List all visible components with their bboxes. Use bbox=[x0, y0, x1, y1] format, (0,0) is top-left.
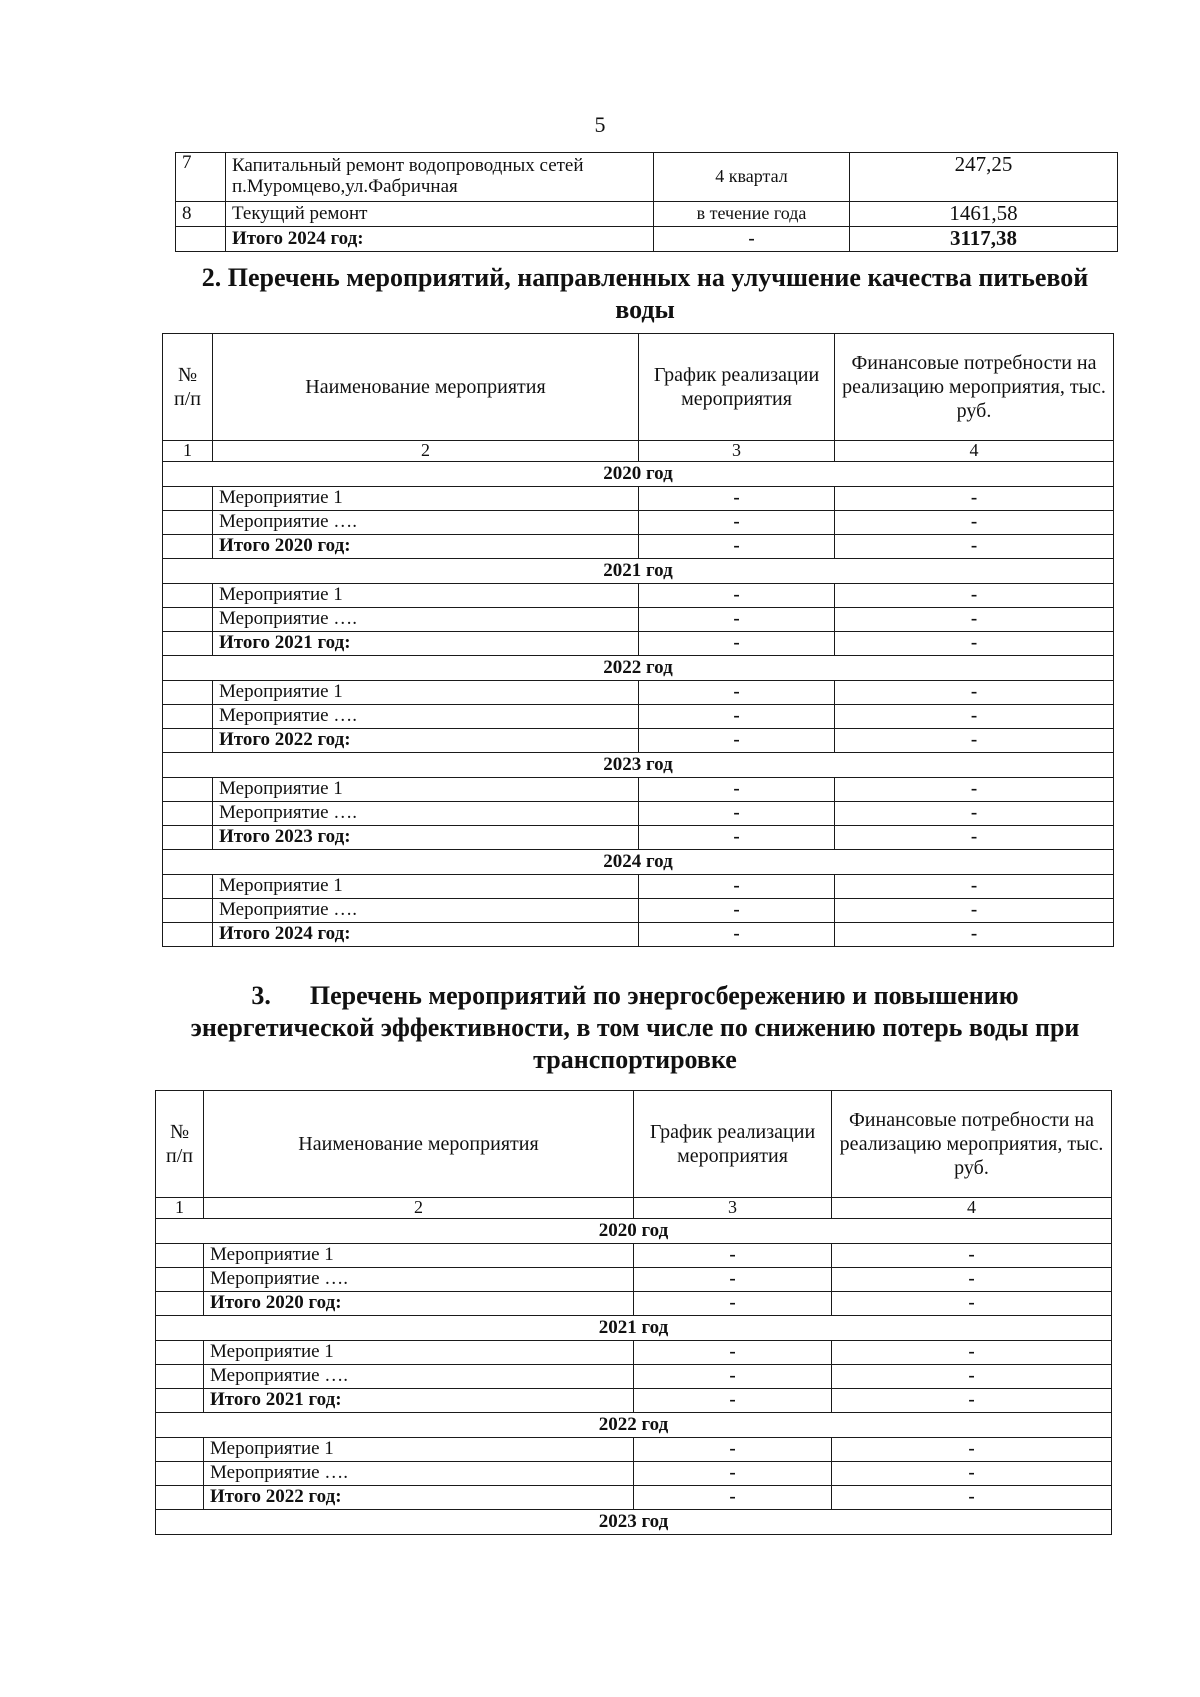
header-name: Наименование мероприятия bbox=[213, 334, 639, 441]
measure-name: Мероприятие 1 bbox=[213, 875, 639, 899]
measure-schedule: - bbox=[639, 899, 835, 923]
total-schedule: - bbox=[639, 923, 835, 947]
column-number: 2 bbox=[213, 441, 639, 462]
measure-row bbox=[156, 1244, 1112, 1268]
total-finance: - bbox=[835, 826, 1114, 850]
measure-name: Мероприятие …. bbox=[213, 705, 639, 729]
header-num: № п/п bbox=[163, 334, 213, 441]
total-row bbox=[163, 729, 1114, 753]
measure-name: Мероприятие 1 bbox=[204, 1438, 634, 1462]
header-schedule: График реализации мероприятия bbox=[634, 1091, 832, 1198]
total-schedule: - bbox=[634, 1486, 832, 1510]
section-3-number: 3. bbox=[251, 981, 271, 1010]
row-number bbox=[163, 487, 213, 511]
measure-name: Текущий ремонт bbox=[226, 202, 654, 227]
year-label: 2021 год bbox=[156, 1316, 1112, 1341]
measure-schedule: 4 квартал bbox=[654, 153, 850, 202]
column-number: 1 bbox=[156, 1198, 204, 1219]
measure-schedule: - bbox=[634, 1341, 832, 1365]
section-3-title-line-1 bbox=[160, 980, 1110, 1012]
section-3-table bbox=[155, 1090, 1112, 1535]
column-number: 3 bbox=[639, 441, 835, 462]
header-finance: Финансовые потребности на реализацию мероприятия, тыс. руб. bbox=[832, 1091, 1112, 1198]
measure-schedule: - bbox=[639, 511, 835, 535]
measure-schedule: - bbox=[634, 1438, 832, 1462]
row-number bbox=[163, 535, 213, 559]
total-schedule: - bbox=[654, 227, 850, 252]
section-3-title-text: Перечень мероприятий по энергосбережению и повышению bbox=[309, 981, 1019, 1010]
header-finance: Финансовые потребности на реализацию мероприятия, тыс. руб. bbox=[835, 334, 1114, 441]
top-continuation-table bbox=[175, 152, 1118, 252]
measure-schedule: - bbox=[634, 1365, 832, 1389]
row-number bbox=[163, 778, 213, 802]
measure-finance: - bbox=[835, 487, 1114, 511]
column-number: 4 bbox=[835, 441, 1114, 462]
row-number bbox=[156, 1462, 204, 1486]
table-row bbox=[176, 153, 1118, 202]
header-num: № п/п bbox=[156, 1091, 204, 1198]
row-number: 8 bbox=[176, 202, 226, 227]
year-header-row bbox=[156, 1413, 1112, 1438]
measure-schedule: - bbox=[639, 608, 835, 632]
measure-name: Мероприятие …. bbox=[213, 802, 639, 826]
total-row bbox=[163, 632, 1114, 656]
column-number: 4 bbox=[832, 1198, 1112, 1219]
total-row bbox=[176, 227, 1118, 252]
row-number bbox=[156, 1486, 204, 1510]
section-3-title-line-3: транспортировке bbox=[533, 1045, 737, 1074]
page-number: 5 bbox=[594, 112, 606, 137]
header-name: Наименование мероприятия bbox=[204, 1091, 634, 1198]
row-number bbox=[163, 826, 213, 850]
measure-name: Мероприятие …. bbox=[213, 511, 639, 535]
measure-name: Мероприятие 1 bbox=[213, 584, 639, 608]
total-label: Итого 2023 год: bbox=[213, 826, 639, 850]
measure-row bbox=[156, 1341, 1112, 1365]
measure-finance: - bbox=[835, 802, 1114, 826]
measure-row bbox=[163, 584, 1114, 608]
measure-name: Мероприятие 1 bbox=[204, 1244, 634, 1268]
header-row bbox=[156, 1091, 1112, 1198]
year-label: 2024 год bbox=[163, 850, 1114, 875]
measure-finance: - bbox=[835, 899, 1114, 923]
year-header-row bbox=[163, 559, 1114, 584]
measure-row bbox=[163, 899, 1114, 923]
measure-row bbox=[156, 1365, 1112, 1389]
total-label: Итого 2021 год: bbox=[204, 1389, 634, 1413]
year-header-row bbox=[163, 753, 1114, 778]
total-finance: - bbox=[832, 1486, 1112, 1510]
measure-finance: - bbox=[832, 1365, 1112, 1389]
column-number: 1 bbox=[163, 441, 213, 462]
row-number bbox=[156, 1292, 204, 1316]
measure-schedule: - bbox=[639, 584, 835, 608]
measure-schedule: - bbox=[634, 1268, 832, 1292]
measure-name: Мероприятие …. bbox=[204, 1268, 634, 1292]
measure-schedule: - bbox=[639, 681, 835, 705]
measure-schedule: - bbox=[634, 1244, 832, 1268]
year-label: 2020 год bbox=[163, 462, 1114, 487]
total-label: Итого 2024 год: bbox=[226, 227, 654, 252]
measure-name: Мероприятие 1 bbox=[213, 681, 639, 705]
measure-row bbox=[163, 511, 1114, 535]
row-number bbox=[163, 923, 213, 947]
year-header-row bbox=[163, 462, 1114, 487]
measure-name: Мероприятие 1 bbox=[213, 487, 639, 511]
column-number-row bbox=[163, 441, 1114, 462]
year-label: 2022 год bbox=[163, 656, 1114, 681]
row-number bbox=[156, 1341, 204, 1365]
measure-finance: - bbox=[832, 1244, 1112, 1268]
total-schedule: - bbox=[634, 1292, 832, 1316]
year-header-row bbox=[156, 1316, 1112, 1341]
measure-schedule: - bbox=[639, 778, 835, 802]
measure-row bbox=[163, 802, 1114, 826]
measure-row bbox=[156, 1462, 1112, 1486]
total-schedule: - bbox=[639, 826, 835, 850]
year-label: 2020 год bbox=[156, 1219, 1112, 1244]
row-number bbox=[156, 1365, 204, 1389]
row-number bbox=[156, 1244, 204, 1268]
measure-finance: - bbox=[835, 608, 1114, 632]
row-number bbox=[163, 899, 213, 923]
measure-finance: - bbox=[835, 875, 1114, 899]
measure-name: Мероприятие …. bbox=[204, 1462, 634, 1486]
total-schedule: - bbox=[639, 535, 835, 559]
year-label: 2022 год bbox=[156, 1413, 1112, 1438]
row-number bbox=[163, 729, 213, 753]
total-finance: - bbox=[835, 729, 1114, 753]
header-row bbox=[163, 334, 1114, 441]
measure-name: Мероприятие …. bbox=[213, 899, 639, 923]
year-label: 2021 год bbox=[163, 559, 1114, 584]
year-header-row bbox=[156, 1510, 1112, 1535]
measure-schedule: - bbox=[639, 705, 835, 729]
measure-name: Мероприятие …. bbox=[213, 608, 639, 632]
year-header-row bbox=[163, 656, 1114, 681]
measure-finance: - bbox=[832, 1438, 1112, 1462]
measure-schedule: - bbox=[639, 487, 835, 511]
row-number bbox=[163, 632, 213, 656]
year-label: 2023 год bbox=[163, 753, 1114, 778]
measure-finance: - bbox=[832, 1341, 1112, 1365]
measure-finance: - bbox=[832, 1268, 1112, 1292]
total-row bbox=[163, 826, 1114, 850]
row-number bbox=[156, 1389, 204, 1413]
total-label: Итого 2020 год: bbox=[204, 1292, 634, 1316]
row-number bbox=[156, 1268, 204, 1292]
measure-name: Мероприятие …. bbox=[204, 1365, 634, 1389]
measure-schedule: - bbox=[634, 1462, 832, 1486]
measure-row bbox=[163, 681, 1114, 705]
row-number bbox=[163, 802, 213, 826]
measure-finance: - bbox=[835, 778, 1114, 802]
row-number bbox=[163, 681, 213, 705]
column-number: 3 bbox=[634, 1198, 832, 1219]
measure-schedule: - bbox=[639, 802, 835, 826]
total-label: Итого 2022 год: bbox=[213, 729, 639, 753]
total-finance: - bbox=[832, 1389, 1112, 1413]
column-number-row bbox=[156, 1198, 1112, 1219]
total-row bbox=[163, 535, 1114, 559]
measure-name: Капитальный ремонт водопроводных сетей п.Муромцево,ул.Фабричная bbox=[226, 153, 654, 202]
total-finance: - bbox=[835, 535, 1114, 559]
measure-finance: - bbox=[835, 511, 1114, 535]
year-label: 2023 год bbox=[156, 1510, 1112, 1535]
measure-finance: - bbox=[835, 584, 1114, 608]
measure-schedule: - bbox=[639, 875, 835, 899]
measure-name: Мероприятие 1 bbox=[213, 778, 639, 802]
section-2-table bbox=[162, 333, 1114, 947]
row-number bbox=[163, 584, 213, 608]
row-number bbox=[156, 1438, 204, 1462]
total-schedule: - bbox=[634, 1389, 832, 1413]
total-schedule: - bbox=[639, 632, 835, 656]
total-label: Итого 2020 год: bbox=[213, 535, 639, 559]
row-number: 7 bbox=[176, 153, 226, 202]
total-finance: - bbox=[835, 923, 1114, 947]
row-number bbox=[163, 705, 213, 729]
total-row bbox=[163, 923, 1114, 947]
measure-finance: 1461,58 bbox=[850, 202, 1118, 227]
measure-row bbox=[163, 608, 1114, 632]
measure-name: Мероприятие 1 bbox=[204, 1341, 634, 1365]
measure-row bbox=[156, 1268, 1112, 1292]
total-row bbox=[156, 1486, 1112, 1510]
measure-row bbox=[156, 1438, 1112, 1462]
measure-row bbox=[163, 487, 1114, 511]
column-number: 2 bbox=[204, 1198, 634, 1219]
total-label: Итого 2022 год: bbox=[204, 1486, 634, 1510]
total-schedule: - bbox=[639, 729, 835, 753]
total-row bbox=[156, 1292, 1112, 1316]
section-3-title bbox=[160, 980, 1110, 1076]
row-number bbox=[163, 511, 213, 535]
total-label: Итого 2024 год: bbox=[213, 923, 639, 947]
total-finance: 3117,38 bbox=[850, 227, 1118, 252]
section-2-title: 2. Перечень мероприятий, направленных на улучшение качества питьевой воды bbox=[201, 263, 1089, 324]
year-header-row bbox=[163, 850, 1114, 875]
measure-finance: - bbox=[832, 1462, 1112, 1486]
measure-row bbox=[163, 705, 1114, 729]
section-3-title-line-2: энергетической эффективности, в том числе по снижению потерь воды при bbox=[190, 1013, 1080, 1042]
measure-row bbox=[163, 875, 1114, 899]
row-number bbox=[163, 875, 213, 899]
year-header-row bbox=[156, 1219, 1112, 1244]
measure-finance: - bbox=[835, 705, 1114, 729]
measure-row bbox=[163, 778, 1114, 802]
measure-finance: - bbox=[835, 681, 1114, 705]
measure-finance: 247,25 bbox=[850, 153, 1118, 202]
row-number bbox=[163, 608, 213, 632]
header-schedule: График реализации мероприятия bbox=[639, 334, 835, 441]
total-label: Итого 2021 год: bbox=[213, 632, 639, 656]
table-row bbox=[176, 202, 1118, 227]
total-finance: - bbox=[832, 1292, 1112, 1316]
total-finance: - bbox=[835, 632, 1114, 656]
measure-schedule: в течение года bbox=[654, 202, 850, 227]
total-row bbox=[156, 1389, 1112, 1413]
